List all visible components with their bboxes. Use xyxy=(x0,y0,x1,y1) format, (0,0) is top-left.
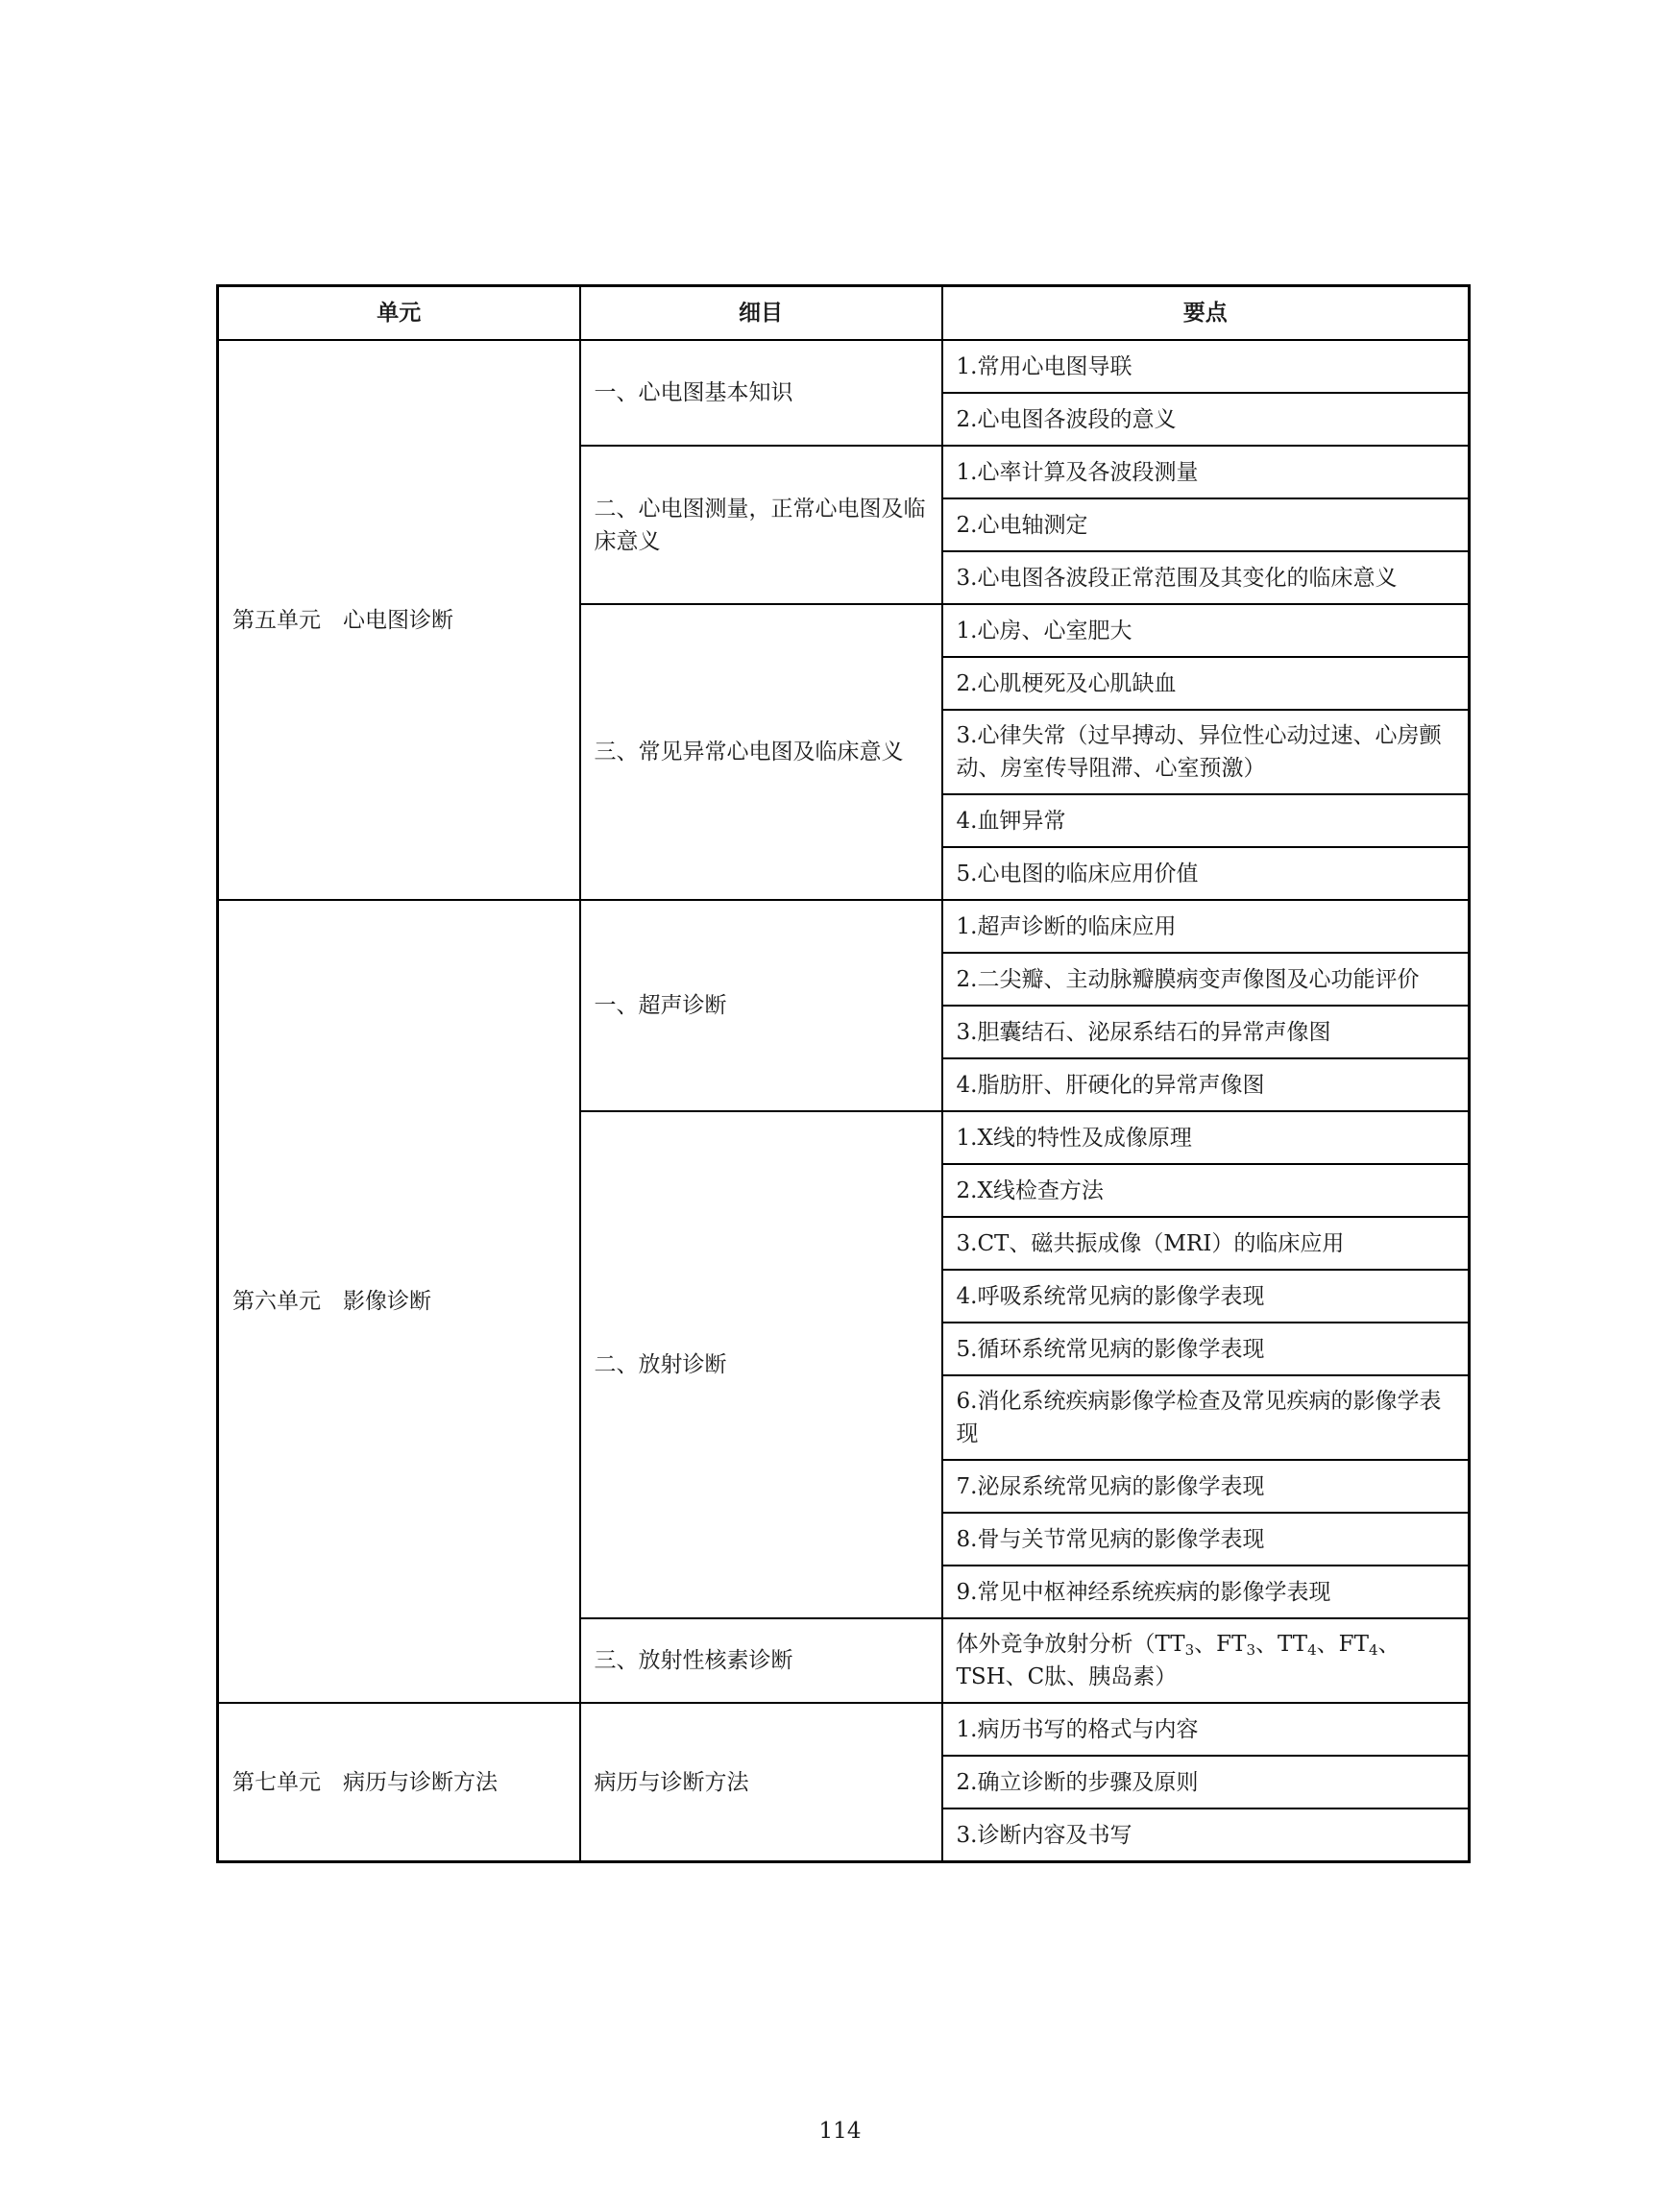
subscript: 3 xyxy=(1246,1641,1256,1659)
point-cell: 1.超声诊断的临床应用 xyxy=(942,900,1470,953)
header-row xyxy=(218,286,1470,341)
point-cell: 1.病历书写的格式与内容 xyxy=(942,1703,1470,1756)
point-cell: 3.心律失常（过早搏动、异位性心动过速、心房颤动、房室传导阻滞、心室预激） xyxy=(942,710,1470,794)
point-cell: 1.常用心电图导联 xyxy=(942,340,1470,393)
point-cell: 2.确立诊断的步骤及原则 xyxy=(942,1756,1470,1808)
point-cell: 5.循环系统常见病的影像学表现 xyxy=(942,1323,1470,1375)
point-cell: 5.心电图的临床应用价值 xyxy=(942,847,1470,900)
point-cell: 3.CT、磁共振成像（MRI）的临床应用 xyxy=(942,1217,1470,1270)
point-text: 、TSH、C肽、胰岛素） xyxy=(956,1632,1400,1689)
table-row xyxy=(218,1703,1470,1756)
header-detail: 细目 xyxy=(580,286,942,341)
point-cell: 4.脂肪肝、肝硬化的异常声像图 xyxy=(942,1058,1470,1111)
point-cell: 2.心肌梗死及心肌缺血 xyxy=(942,657,1470,710)
detail-cell: 三、放射性核素诊断 xyxy=(580,1618,942,1703)
detail-cell: 三、常见异常心电图及临床意义 xyxy=(580,604,942,900)
detail-cell: 二、放射诊断 xyxy=(580,1111,942,1618)
page-number: 114 xyxy=(818,2119,862,2144)
point-cell: 6.消化系统疾病影像学检查及常见疾病的影像学表现 xyxy=(942,1375,1470,1460)
point-cell: 1.X线的特性及成像原理 xyxy=(942,1111,1470,1164)
point-text: 体外竞争放射分析（TT xyxy=(956,1632,1185,1657)
table-row xyxy=(218,340,1470,393)
point-cell: 2.心电图各波段的意义 xyxy=(942,393,1470,446)
point-cell: 8.骨与关节常见病的影像学表现 xyxy=(942,1513,1470,1566)
point-cell: 3.诊断内容及书写 xyxy=(942,1808,1470,1862)
subscript: 4 xyxy=(1368,1641,1378,1659)
point-cell: 2.X线检查方法 xyxy=(942,1164,1470,1217)
point-cell: 3.心电图各波段正常范围及其变化的临床意义 xyxy=(942,551,1470,604)
header-point: 要点 xyxy=(942,286,1470,341)
detail-cell: 一、心电图基本知识 xyxy=(580,340,942,446)
point-text: 、FT xyxy=(1194,1632,1247,1657)
unit-cell: 第五单元 心电图诊断 xyxy=(218,340,580,900)
subscript: 3 xyxy=(1184,1641,1195,1659)
subscript: 4 xyxy=(1307,1641,1317,1659)
point-cell: 4.血钾异常 xyxy=(942,794,1470,847)
point-cell: 3.胆囊结石、泌尿系结石的异常声像图 xyxy=(942,1006,1470,1058)
point-cell xyxy=(942,1618,1470,1703)
unit-cell: 第六单元 影像诊断 xyxy=(218,900,580,1703)
point-text: 、TT xyxy=(1255,1632,1308,1657)
detail-cell: 病历与诊断方法 xyxy=(580,1703,942,1862)
point-cell: 2.二尖瓣、主动脉瓣膜病变声像图及心功能评价 xyxy=(942,953,1470,1006)
unit-cell: 第七单元 病历与诊断方法 xyxy=(218,1703,580,1862)
point-cell: 9.常见中枢神经系统疾病的影像学表现 xyxy=(942,1566,1470,1618)
header-unit: 单元 xyxy=(218,286,580,341)
syllabus-table xyxy=(216,284,1471,1863)
point-cell: 1.心率计算及各波段测量 xyxy=(942,446,1470,498)
point-cell: 2.心电轴测定 xyxy=(942,498,1470,551)
point-cell: 7.泌尿系统常见病的影像学表现 xyxy=(942,1460,1470,1513)
point-cell: 1.心房、心室肥大 xyxy=(942,604,1470,657)
point-cell: 4.呼吸系统常见病的影像学表现 xyxy=(942,1270,1470,1323)
point-text: 、FT xyxy=(1316,1632,1369,1657)
table-row xyxy=(218,900,1470,953)
detail-cell: 二、心电图测量，正常心电图及临床意义 xyxy=(580,446,942,604)
detail-cell: 一、超声诊断 xyxy=(580,900,942,1111)
